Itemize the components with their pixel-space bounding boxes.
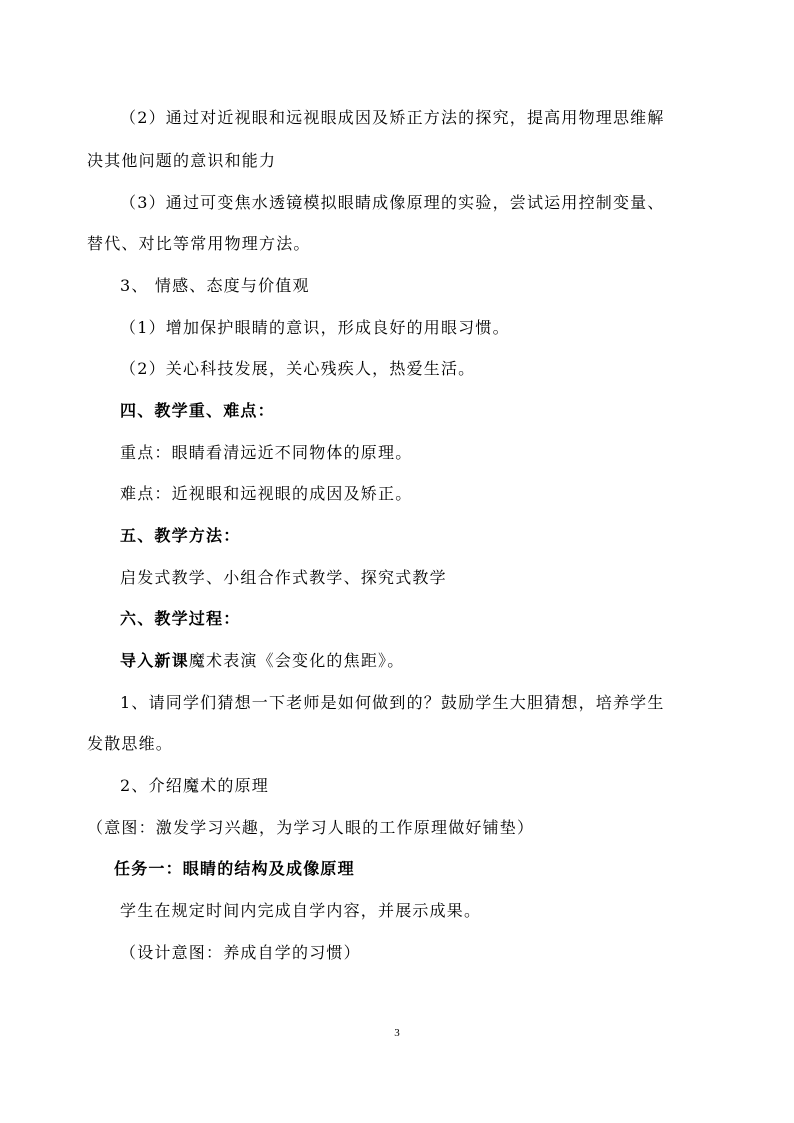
attitude-item-1: （1）增加保护眼睛的意识，形成良好的用眼习惯。	[120, 318, 510, 337]
difficult-point: 难点：近视眼和远视眼的成因及矫正。	[120, 484, 413, 503]
teaching-methods-list: 启发式教学、小组合作式教学、探究式教学	[120, 568, 447, 587]
design-intent-note: （设计意图：养成自学的习惯）	[120, 943, 361, 962]
objective-2-line-1: （2）通过对近视眼和远视眼成因及矫正方法的探究，提高用物理思维解	[120, 108, 665, 127]
teaching-methods-heading: 五、教学方法：	[120, 526, 241, 545]
page-number: 3	[394, 1027, 400, 1039]
objective-2-line-2: 决其他问题的意识和能力	[87, 151, 277, 170]
task-1-heading: 任务一：眼睛的结构及成像原理	[114, 859, 355, 878]
introduction-label: 导入新课	[120, 651, 189, 670]
intent-note: （意图：激发学习兴趣，为学习人眼的工作原理做好铺垫）	[87, 818, 535, 837]
task-1-instruction: 学生在规定时间内完成自学内容，并展示成果。	[120, 901, 482, 920]
section-3-heading: 3、 情感、态度与价值观	[120, 276, 310, 295]
key-points-heading: 四、教学重、难点：	[120, 401, 275, 420]
key-point: 重点：眼睛看清远近不同物体的原理。	[120, 443, 413, 462]
introduction-line	[120, 650, 404, 672]
objective-3-line-1: （3）通过可变焦水透镜模拟眼睛成像原理的实验，尝试运用控制变量、	[120, 193, 665, 212]
step-1-line-2: 发散思维。	[87, 734, 174, 753]
objective-3-line-2: 替代、对比等常用物理方法。	[87, 234, 311, 253]
introduction-text: 魔术表演《会变化的焦距》。	[188, 651, 405, 670]
step-1-line-1: 1、请同学们猜想一下老师是如何做到的？鼓励学生大胆猜想，培养学生	[120, 693, 665, 712]
teaching-process-heading: 六、教学过程：	[120, 609, 241, 628]
attitude-item-2: （2）关心科技发展，关心残疾人，热爱生活。	[120, 359, 476, 378]
step-2: 2、介绍魔术的原理	[120, 776, 269, 795]
